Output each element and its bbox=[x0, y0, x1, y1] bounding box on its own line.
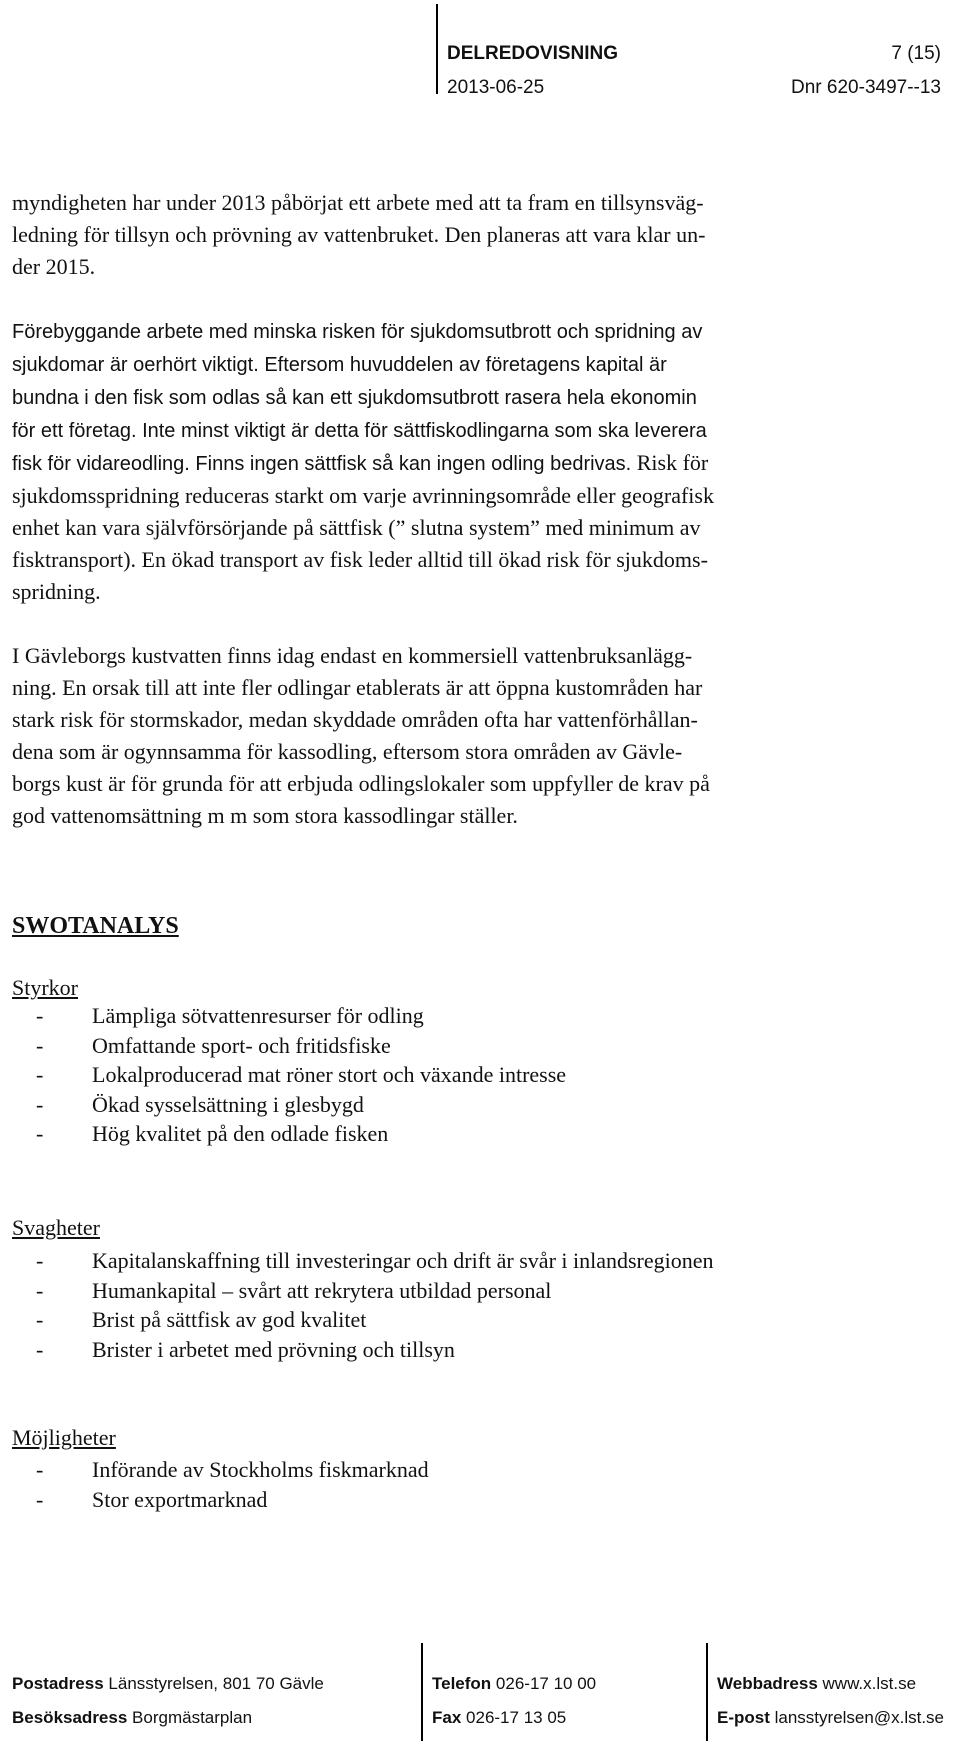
text-line: bundna i den fisk som odlas så kan ett sjukdomsutbrott rasera hela ekonomin bbox=[12, 387, 697, 409]
email-address[interactable]: lansstyrelsen@x.lst.se bbox=[774, 1708, 944, 1727]
document-header bbox=[447, 37, 941, 105]
text-line: fisk för vidareodling. Finns ingen sättfisk så kan ingen odling bedrivas. bbox=[12, 453, 632, 475]
body-text bbox=[12, 187, 932, 832]
list-item: - Omfattande sport- och fritidsfiske bbox=[36, 1032, 391, 1058]
text-line: för ett företag. Inte minst viktigt är detta för sättfiskodlingarna som ska leverera bbox=[12, 420, 707, 442]
footer-address: Postadress Länsstyrelsen, 801 70 Gävle Besöksadress Borgmästarplan bbox=[12, 1674, 324, 1727]
text-line: sjukdomsspridning reduceras starkt om varje avrinningsområde eller geografisk bbox=[12, 483, 714, 508]
list-item: - Lämpliga sötvattenresurser för odling bbox=[36, 1003, 424, 1028]
fax-number: 026-17 13 05 bbox=[466, 1708, 567, 1727]
list-item: - Lokalproducerad mat röner stort och växande intresse bbox=[36, 1062, 567, 1087]
footer-divider bbox=[706, 1643, 708, 1741]
text-line: Förebyggande arbete med minska risken för sjukdomsutbrott och spridning av bbox=[12, 321, 703, 343]
page-number: 7 (15) bbox=[891, 43, 941, 64]
visiting-address: Borgmästarplan bbox=[132, 1708, 253, 1727]
footer-phone: Telefon 026-17 10 00 Fax 026-17 13 05 bbox=[432, 1674, 597, 1727]
list-item: - Kapitalanskaffning till investeringar och drift är svår i inlandsregionen bbox=[36, 1248, 714, 1273]
text-line: spridning. bbox=[12, 579, 101, 604]
text-line: enhet kan vara självförsörjande på sättfisk (” slutna system” med minimum av bbox=[12, 515, 701, 540]
opportunities-heading: Möjligheter bbox=[12, 1425, 116, 1450]
weaknesses-list bbox=[36, 1246, 714, 1364]
footer-web: Webbadress www.x.lst.se E-post lansstyrelsen@x.lst.se bbox=[717, 1674, 944, 1727]
list-item: - Hög kvalitet på den odlade fisken bbox=[36, 1121, 389, 1146]
text-line: myndigheten har under 2013 påbörjat ett arbete med att ta fram en tillsynsväg- bbox=[12, 190, 704, 215]
text-line: I Gävleborgs kustvatten finns idag endast en kommersiell vattenbruksanlägg- bbox=[12, 643, 693, 668]
list-item: - Ökad sysselsättning i glesbygd bbox=[36, 1091, 364, 1117]
strengths-list bbox=[36, 1001, 566, 1149]
footer-divider bbox=[421, 1643, 423, 1741]
list-item: - Brister i arbetet med prövning och tillsyn bbox=[36, 1336, 455, 1362]
header-divider bbox=[436, 4, 438, 94]
text-line: dena som är ogynnsamma för kassodling, eftersom stora områden av Gävle- bbox=[12, 739, 683, 764]
list-item: - Humankapital – svårt att rekrytera utbildad personal bbox=[36, 1277, 552, 1303]
text-line-cont: Eftersom huvuddelen av företagens kapital är bbox=[258, 354, 667, 376]
postal-address: Länsstyrelsen, 801 70 Gävle bbox=[108, 1674, 324, 1693]
paragraph-1 bbox=[12, 187, 932, 283]
paragraph-3 bbox=[12, 640, 932, 832]
list-item: - Brist på sättfisk av god kvalitet bbox=[36, 1307, 367, 1332]
paragraph-2 bbox=[12, 315, 932, 608]
text-line: god vattenomsättning m m som stora kassodlingar ställer. bbox=[12, 803, 518, 828]
web-address[interactable]: www.x.lst.se bbox=[822, 1674, 917, 1693]
document-title: DELREDOVISNING bbox=[447, 43, 619, 64]
text-line: stark risk för stormskador, medan skyddade områden ofta har vattenförhållan- bbox=[12, 707, 698, 732]
phone-number: 026-17 10 00 bbox=[495, 1674, 597, 1693]
text-line: fisktransport). En ökad transport av fisk leder alltid till ökad risk för sjukdoms- bbox=[12, 547, 708, 572]
strengths-heading: Styrkor bbox=[12, 975, 78, 1000]
text-line-cont: Risk för bbox=[631, 450, 709, 475]
swot-heading: SWOTANALYS bbox=[12, 913, 179, 939]
text-line: ledning för tillsyn och prövning av vattenbruket. Den planeras att vara klar un- bbox=[12, 222, 706, 247]
text-line: der 2015. bbox=[12, 254, 96, 279]
document-date: 2013-06-25 bbox=[447, 77, 545, 98]
list-item: - Stor exportmarknad bbox=[36, 1486, 268, 1512]
text-line: sjukdomar är oerhört viktigt. bbox=[12, 354, 259, 376]
document-dnr: Dnr 620-3497--13 bbox=[791, 77, 941, 98]
opportunities-list bbox=[36, 1455, 429, 1514]
text-line: borgs kust är för grunda för att erbjuda odlingslokaler som uppfyller de krav på bbox=[12, 771, 710, 796]
text-line: ning. En orsak till att inte fler odlingar etablerats är att öppna kustområden har bbox=[12, 675, 703, 700]
list-item: - Införande av Stockholms fiskmarknad bbox=[36, 1457, 429, 1482]
weaknesses-heading: Svagheter bbox=[12, 1215, 100, 1240]
